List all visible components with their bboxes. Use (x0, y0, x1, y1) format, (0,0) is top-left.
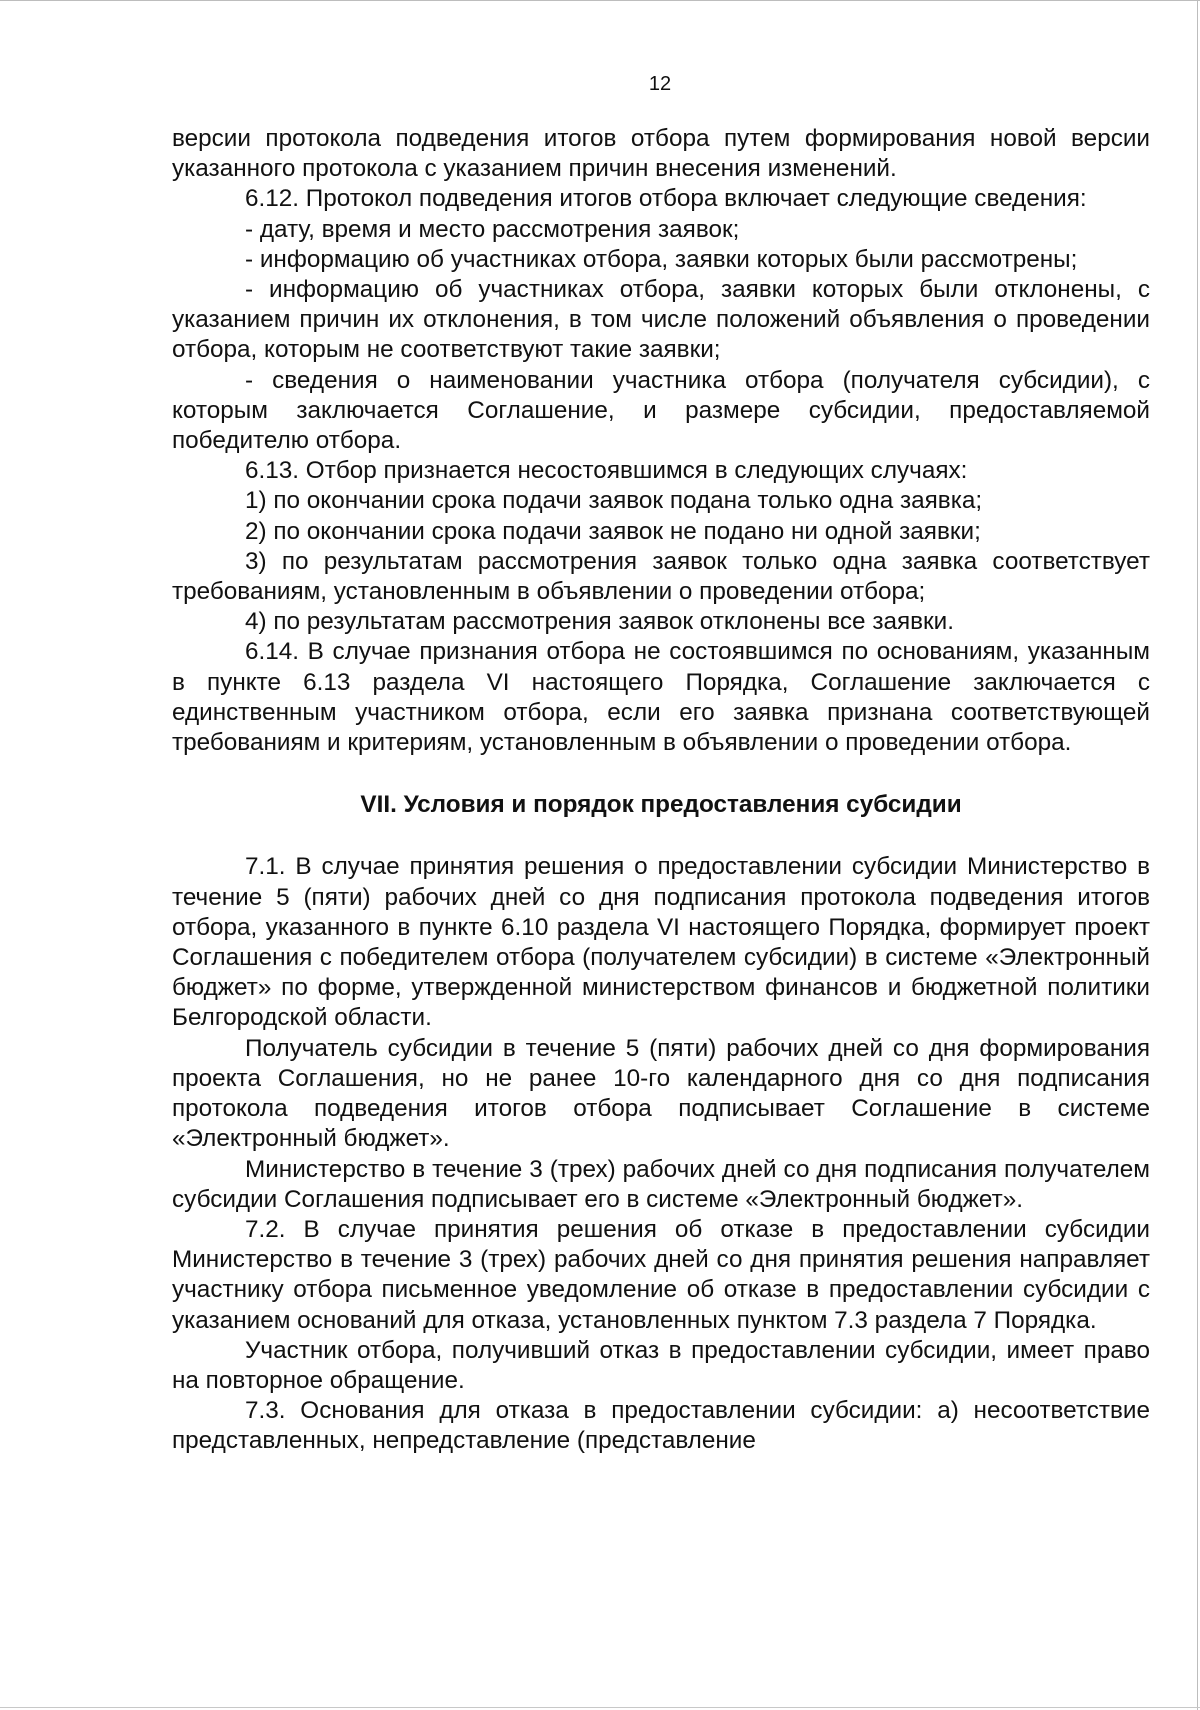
list-item: - сведения о наименовании участника отбора (получателя субсидии), с которым заключается Соглашение, и размере субсидии, предоставляемой победителю отбора. (172, 366, 1150, 455)
paragraph-7-1: 7.1. В случае принятия решения о предоставлении субсидии Министерство в течение 5 (пяти) рабочих дней со дня подписания протокола подведения итогов отбора, указанного в пункте 6.10 раздела VI настоящего Порядка, формирует проект Соглашения с победителем отбора (получателем субсидии) в системе «Электронный бюджет» по форме, утвержденной министерством финансов и бюджетной политики Белгородской области. (172, 853, 1150, 1032)
paragraph-6-12: 6.12. Протокол подведения итогов отбора включает следующие сведения: (245, 185, 1087, 213)
list-item: - информацию об участниках отбора, заявки которых были рассмотрены; (245, 245, 1078, 273)
paragraph: Получатель субсидии в течение 5 (пяти) рабочих дней со дня формирования проекта Соглашения, но не ранее 10-го календарного дня со дня подписания протокола подведения итогов отбора подписывает Соглашение в системе «Электронный бюджет». (172, 1034, 1150, 1153)
paragraph: Министерство в течение 3 (трех) рабочих дней со дня подписания получателем субсидии Соглашения подписывает его в системе «Электронный бюджет». (172, 1155, 1150, 1213)
section-heading: VII. Условия и порядок предоставления субсидии (360, 791, 962, 819)
list-item: 3) по результатам рассмотрения заявок только одна заявка соответствует требованиям, установленным в объявлении о проведении отбора; (172, 547, 1150, 606)
document-body (172, 124, 1150, 1457)
list-item: 2) по окончании срока подачи заявок не подано ни одной заявки; (245, 517, 981, 545)
paragraph-6-13: 6.13. Отбор признается несостоявшимся в следующих случаях: (245, 457, 968, 485)
paragraph: Участник отбора, получивший отказ в предоставлении субсидии, имеет право на повторное обращение. (172, 1336, 1150, 1394)
list-item: - информацию об участниках отбора, заявки которых были отклонены, с указанием причин их отклонения, в том числе положений объявления о проведении отбора, которым не соответствуют такие заявки; (172, 276, 1150, 364)
paragraph-7-3: 7.3. Основания для отказа в предоставлении субсидии: а) несоответствие представленных, непредставление (представление (172, 1397, 1150, 1455)
list-item: 1) по окончании срока подачи заявок подана только одна заявка; (245, 487, 983, 515)
scan-edge-top (0, 0, 1200, 1)
paragraph-continuation: версии протокола подведения итогов отбора путем формирования новой версии указанного протокола с указанием причин внесения изменений. (172, 125, 1150, 183)
paragraph-7-2: 7.2. В случае принятия решения об отказе в предоставлении субсидии Министерство в течение 3 (трех) рабочих дней со дня принятия решения направляет участнику отбора письменное уведомление об отказе в предоставлении субсидии с указанием оснований для отказа, установленных пунктом 7.3 раздела 7 Порядка. (172, 1215, 1150, 1334)
list-item: - дату, время и место рассмотрения заявок; (245, 215, 740, 243)
scan-edge-right (1197, 0, 1198, 1710)
page-number: 12 (648, 73, 672, 95)
list-item: 4) по результатам рассмотрения заявок отклонены все заявки. (245, 608, 954, 636)
paragraph-6-14: 6.14. В случае признания отбора не состоявшимся по основаниям, указанным в пункте 6.13 раздела VI настоящего Порядка, Соглашение заключается с единственным участником отбора, если его заявка признана соответствующей требованиям и критериям, установленным в объявлении о проведении отбора. (172, 638, 1150, 757)
scan-edge-bottom (0, 1707, 1200, 1708)
